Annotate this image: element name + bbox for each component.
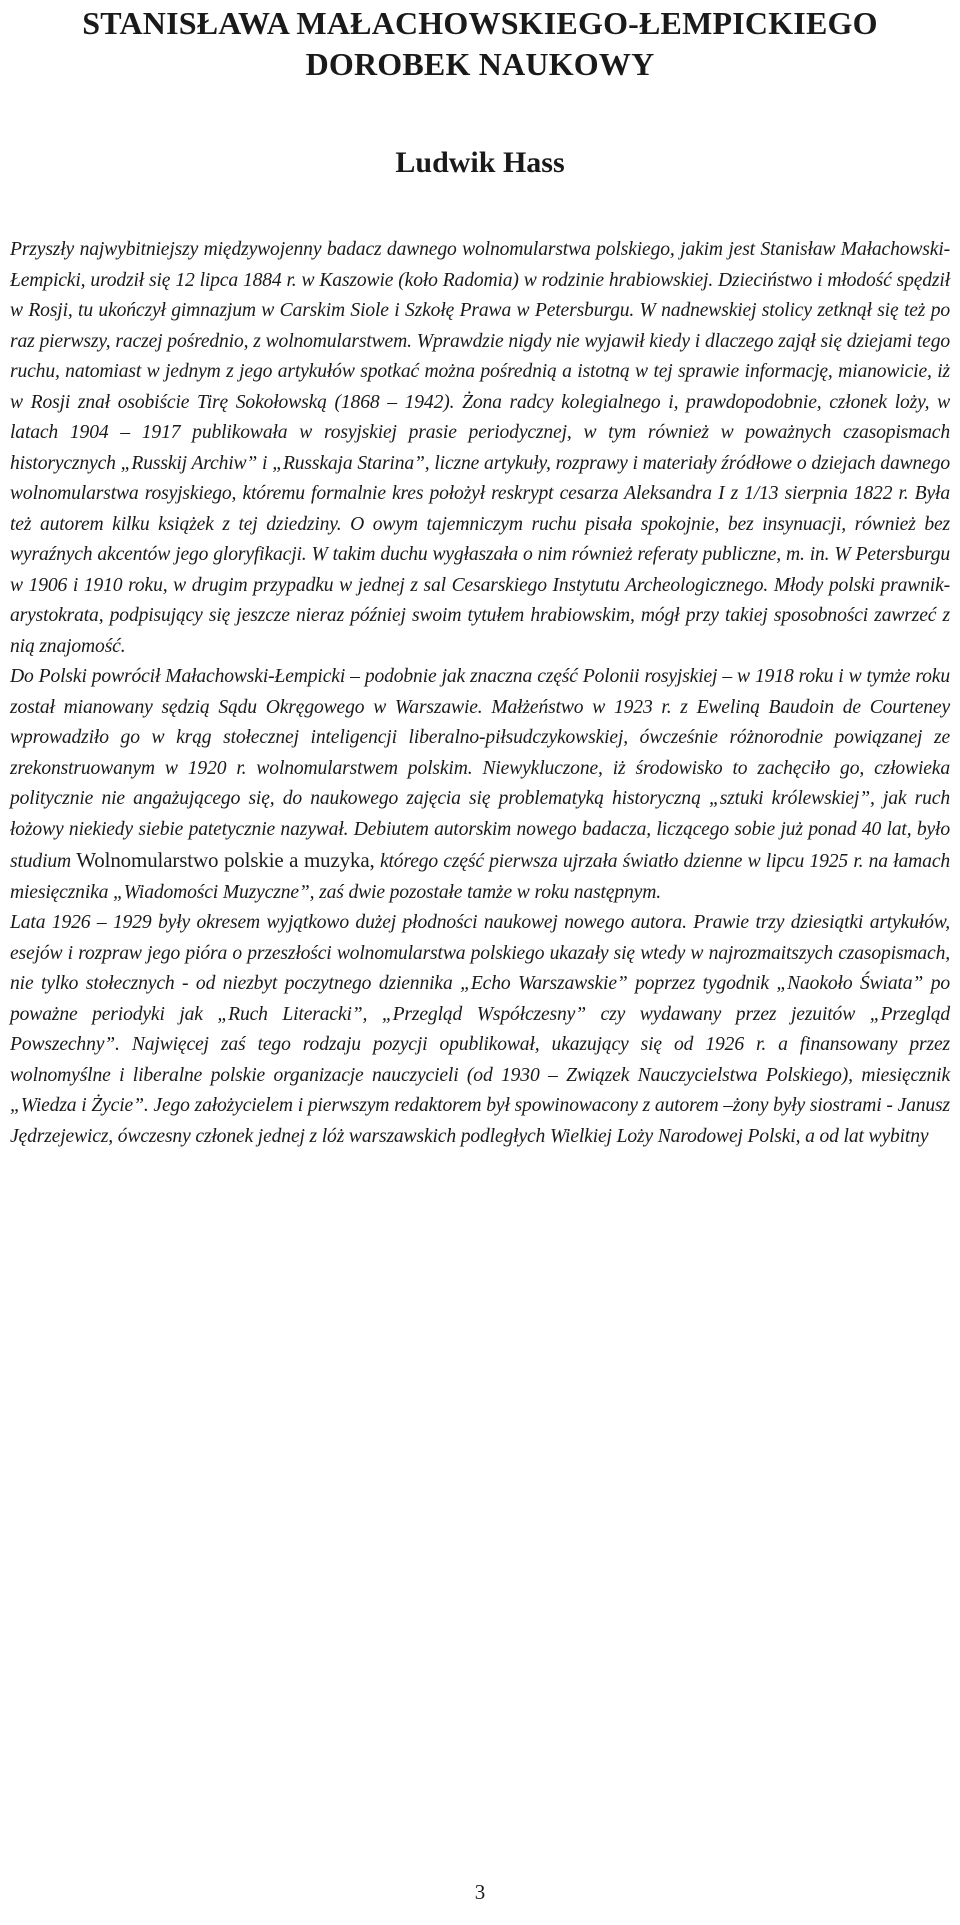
author-name: Ludwik Hass bbox=[395, 146, 565, 179]
paragraph-2 bbox=[10, 662, 950, 908]
paragraph-2-title-upright: Wolnomularstwo polskie a muzyka, bbox=[76, 848, 375, 872]
document-title bbox=[10, 0, 950, 85]
page-number: 3 bbox=[474, 1880, 486, 1904]
paragraph-1: Przyszły najwybitniejszy międzywojenny badacz dawnego wolnomularstwa polskiego, jakim jest Stanisław Małachowski-Łempicki, urodził się 12 lipca 1884 r. w Kaszowie (koło Radomia) w rodzinie hrabiowskiej. Dzieciństwo i młodość spędził w Rosji, tu ukończył gimnazjum w Carskim Siole i Szkołę Prawa w Petersburgu. W nadnewskiej stolicy zetknął się też po raz pierwszy, raczej pośrednio, z wolnomularstwem. Wprawdzie nigdy nie wyjawił kiedy i dlaczego zajął się dziejami tego ruchu, natomiast w jednym z jego artykułów spotkać można pośrednią a istotną w tej sprawie informację, mianowicie, iż w Rosji znał osobiście Tirę Sokołowską (1868 – 1942). Żona radcy kolegialnego i, prawdopodobnie, członek loży, w latach 1904 – 1917 publikowała w rosyjskiej prasie periodycznej, w tym również w poważnych czasopismach historycznych „Russkij Archiw” i „Russkaja Starina”, liczne artykuły, rozprawy i materiały źródłowe o dziejach dawnego wolnomularstwa rosyjskiego, któremu formalnie kres położył reskrypt cesarza Aleksandra I z 1/13 sierpnia 1822 r. Była też autorem kilku książek z tej dziedziny. O owym tajemniczym ruchu pisała spokojnie, bez insynuacji, również bez wyraźnych akcentów jego gloryfikacji. W takim duchu wygłaszała o nim również referaty publiczne, m. in. W Petersburgu w 1906 i 1910 roku, w drugim przypadku w jednej z sal Cesarskiego Instytutu Archeologicznego. Młody polski prawnik-arystokrata, podpisujący się jeszcze nieraz później swoim tytułem hrabiowskim, mógł przy takiej sposobności zawrzeć z nią znajomość. bbox=[10, 239, 950, 657]
paragraph-3: Lata 1926 – 1929 były okresem wyjątkowo dużej płodności naukowej nowego autora. Prawie trzy dziesiątki artykułów, esejów i rozpraw jego pióra o przeszłości wolnomularstwa polskiego ukazały się wtedy w najrozmaitszych czasopismach, nie tylko stołecznych - od niezbyt poczytnego dziennika „Echo Warszawskie” poprzez tygodnik „Naokoło Świata” po poważne periodyki jak „Ruch Literacki”, „Przegląd Współczesny” czy wydawany przez jezuitów „Przegląd Powszechny”. Najwięcej zaś tego rodzaju pozycji opublikował, ukazujący się od 1926 r. a finansowany przez wolnomyślne i liberalne polskie organizacje nauczycieli (od 1930 – Związek Nauczycielstwa Polskiego), miesięcznik „Wiedza i Życie”. Jego założycielem i pierwszym redaktorem był spowinowacony z autorem –żony były siostrami - Janusz Jędrzejewicz, ówczesny członek jednej z lóż warszawskich podległych Wielkiej Loży Narodowej Polski, a od lat wybitny bbox=[10, 912, 950, 1147]
paragraph-2-text-b: którego część pierwsza ujrzała światło dzienne w lipcu 1925 r. na łamach miesięcznika „Wiadomości Muzyczne”, zaś dwie pozostałe tamże w roku następnym. bbox=[10, 851, 951, 903]
article-body bbox=[10, 235, 950, 1152]
paragraph-2-text-a: Do Polski powrócił Małachowski-Łempicki – podobnie jak znaczna część Polonii rosyjskiej – w 1918 roku i w tymże roku został mianowany sędzią Sądu Okręgowego w Warszawie. Małżeństwo w 1923 r. z Eweliną Baudoin de Courteney wprowadziło go w krąg stołecznej inteligencji liberalno-piłsudczykowskiej, ówcześnie różnorodnie powiązanej ze zrekonstruowanym w 1920 r. wolnomularstwem polskim. Niewykluczone, iż środowisko to zachęciło go, człowieka politycznie nie angażującego się, do naukowego zajęcia się problematyką historyczną „sztuki królewskiej”, jak ruch łożowy niekiedy siebie patetycznie nazywał. Debiutem autorskim nowego badacza, liczącego sobie już ponad 40 lat, było studium bbox=[10, 666, 950, 872]
title-line-2: DOROBEK NAUKOWY bbox=[305, 46, 655, 82]
title-line-1: STANISŁAWA MAŁACHOWSKIEGO-ŁEMPICKIEGO bbox=[82, 5, 878, 41]
